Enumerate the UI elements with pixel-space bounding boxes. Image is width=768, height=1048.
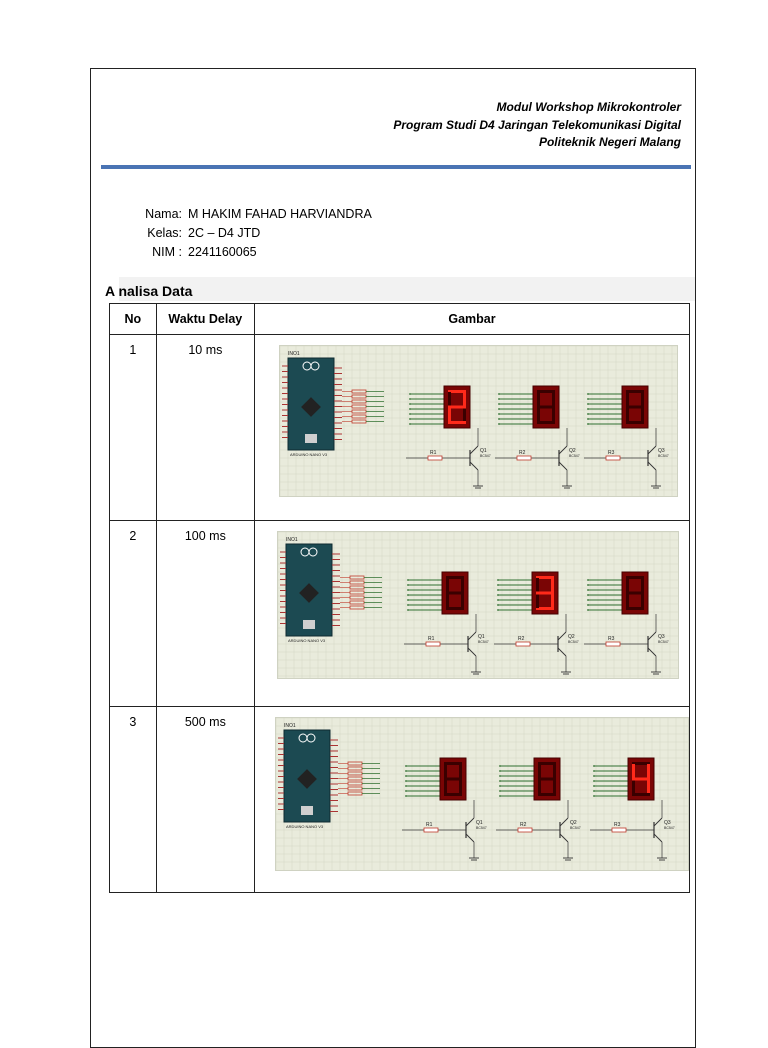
transistor-part-label: BC547 — [569, 454, 580, 458]
transistor-part-label: BC547 — [568, 640, 579, 644]
wire-node — [405, 785, 407, 787]
transistor-label: Q2 — [568, 634, 575, 640]
transistor-part-label: BC547 — [570, 826, 581, 830]
row-no: 3 — [110, 707, 157, 893]
display-segment — [626, 592, 644, 595]
display-segment — [647, 764, 650, 778]
transistor-label: Q1 — [478, 634, 485, 640]
display-segment — [626, 406, 644, 409]
wire-node — [497, 594, 499, 596]
wire-node — [593, 765, 595, 767]
display-segment — [459, 764, 462, 778]
resistor-network — [348, 782, 362, 785]
resistor-network — [348, 772, 362, 775]
wire-node — [499, 790, 501, 792]
wire-node — [498, 423, 500, 425]
row-delay: 500 ms — [156, 707, 254, 893]
wire-node — [405, 790, 407, 792]
name-value: M HAKIM FAHAD HARVIANDRA — [188, 207, 372, 221]
display-segment — [446, 578, 449, 592]
wire-node — [497, 579, 499, 581]
wire-node — [409, 393, 411, 395]
wire-node — [587, 398, 589, 400]
resistor-label: R1 — [426, 822, 433, 828]
wire-node — [405, 775, 407, 777]
display-segment — [459, 780, 462, 794]
ino-label: INO1 — [284, 723, 296, 729]
wire-node — [587, 579, 589, 581]
wire-node — [499, 770, 501, 772]
display-segment — [626, 578, 629, 592]
resistor-label: R3 — [608, 450, 615, 456]
row-image — [255, 335, 690, 521]
row-no: 2 — [110, 521, 157, 707]
wire-node — [499, 780, 501, 782]
display-segment — [641, 594, 644, 608]
display-segment — [632, 764, 635, 778]
wire-node — [587, 418, 589, 420]
name-label: Nama: — [145, 207, 182, 221]
base-resistor — [606, 642, 620, 646]
wire-node — [498, 418, 500, 420]
display-segment — [551, 578, 554, 592]
col-header-delay: Waktu Delay — [156, 304, 254, 335]
wire-node — [593, 795, 595, 797]
row-image — [255, 707, 690, 893]
wire-node — [497, 589, 499, 591]
class-value: 2C – D4 JTD — [188, 226, 261, 240]
table-row — [110, 335, 690, 521]
usb-port-icon — [305, 434, 317, 443]
transistor-part-label: BC547 — [476, 826, 487, 830]
display-segment — [536, 592, 554, 595]
schematic-image — [275, 717, 689, 871]
row-delay: 10 ms — [156, 335, 254, 521]
wire-node — [593, 790, 595, 792]
wire-node — [409, 423, 411, 425]
display-segment — [553, 780, 556, 794]
wire-node — [409, 408, 411, 410]
wire-node — [407, 609, 409, 611]
wire-node — [498, 398, 500, 400]
display-segment — [448, 406, 466, 409]
table-header-row — [110, 304, 690, 335]
wire-node — [499, 795, 501, 797]
wire-node — [409, 403, 411, 405]
resistor-network — [352, 390, 366, 393]
base-resistor — [612, 828, 626, 832]
resistor-network — [352, 400, 366, 403]
resistor-label: R2 — [518, 636, 525, 642]
resistor-network — [348, 762, 362, 765]
schematic-image — [277, 531, 679, 679]
display-segment — [551, 594, 554, 608]
resistor-network — [352, 395, 366, 398]
transistor-label: Q1 — [476, 820, 483, 826]
analysis-table — [109, 303, 690, 893]
display-segment — [552, 408, 555, 422]
transistor-part-label: BC547 — [664, 826, 675, 830]
resistor-network — [352, 415, 366, 418]
header-study-program: Program Studi D4 Jaringan Telekomunikasi Digital — [393, 117, 681, 132]
row-image — [255, 521, 690, 707]
display-segment — [537, 392, 540, 406]
display-segment — [444, 778, 462, 781]
display-segment — [641, 408, 644, 422]
document-header — [393, 99, 681, 152]
schematic-grid — [276, 718, 688, 870]
resistor-label: R1 — [430, 450, 437, 456]
base-resistor — [426, 642, 440, 646]
wire-node — [409, 398, 411, 400]
resistor-network — [350, 596, 364, 599]
ino-label: INO1 — [286, 537, 298, 543]
display-segment — [632, 778, 650, 781]
wire-node — [498, 408, 500, 410]
schematic-image — [279, 345, 678, 497]
ino-label: INO1 — [288, 351, 300, 357]
display-segment — [647, 780, 650, 794]
display-segment — [538, 778, 556, 781]
section-shade — [119, 277, 695, 301]
board-label: ARDUINO NANO V3 — [286, 824, 324, 829]
wire-node — [587, 393, 589, 395]
wire-node — [593, 780, 595, 782]
display-segment — [553, 764, 556, 778]
wire-node — [587, 594, 589, 596]
resistor-network — [350, 591, 364, 594]
display-segment — [538, 780, 541, 794]
transistor-label: Q2 — [569, 448, 576, 454]
resistor-label: R1 — [428, 636, 435, 642]
resistor-network — [350, 576, 364, 579]
resistor-network — [350, 601, 364, 604]
display-segment — [537, 408, 540, 422]
wire-node — [499, 765, 501, 767]
col-header-image: Gambar — [255, 304, 690, 335]
display-segment — [536, 594, 539, 608]
wire-node — [407, 604, 409, 606]
wire-node — [407, 594, 409, 596]
base-resistor — [517, 456, 531, 460]
board-label: ARDUINO NANO V3 — [290, 452, 328, 457]
display-segment — [461, 594, 464, 608]
header-institution: Politeknik Negeri Malang — [538, 135, 681, 149]
display-segment — [641, 578, 644, 592]
resistor-network — [348, 767, 362, 770]
base-resistor — [424, 828, 438, 832]
base-resistor — [428, 456, 442, 460]
transistor-label: Q2 — [570, 820, 577, 826]
transistor-part-label: BC547 — [478, 640, 489, 644]
nim-label: NIM : — [152, 245, 182, 259]
wire-node — [497, 584, 499, 586]
resistor-network — [350, 586, 364, 589]
display-segment — [626, 594, 629, 608]
transistor-part-label: BC547 — [658, 454, 669, 458]
wire-node — [593, 770, 595, 772]
wire-node — [405, 770, 407, 772]
display-segment — [444, 780, 447, 794]
student-info — [91, 205, 372, 262]
resistor-label: R2 — [520, 822, 527, 828]
board-label: ARDUINO NANO V3 — [288, 638, 326, 643]
wire-node — [587, 604, 589, 606]
wire-node — [499, 785, 501, 787]
display-segment — [448, 392, 451, 406]
row-delay: 100 ms — [156, 521, 254, 707]
header-divider — [101, 165, 691, 169]
display-segment — [463, 392, 466, 406]
display-segment — [552, 392, 555, 406]
wire-node — [498, 403, 500, 405]
wire-node — [407, 579, 409, 581]
wire-node — [407, 584, 409, 586]
wire-node — [587, 599, 589, 601]
display-segment — [537, 406, 555, 409]
resistor-label: R3 — [614, 822, 621, 828]
wire-node — [587, 584, 589, 586]
class-label: Kelas: — [147, 226, 182, 240]
display-segment — [461, 578, 464, 592]
resistor-label: R2 — [519, 450, 526, 456]
resistor-network — [348, 777, 362, 780]
resistor-network — [350, 581, 364, 584]
transistor-label: Q3 — [658, 634, 665, 640]
base-resistor — [516, 642, 530, 646]
wire-node — [587, 423, 589, 425]
resistor-label: R3 — [608, 636, 615, 642]
wire-node — [587, 413, 589, 415]
wire-node — [587, 408, 589, 410]
row-no: 1 — [110, 335, 157, 521]
wire-node — [405, 780, 407, 782]
transistor-part-label: BC547 — [480, 454, 491, 458]
wire-node — [497, 604, 499, 606]
display-segment — [632, 780, 635, 794]
resistor-network — [352, 410, 366, 413]
display-segment — [536, 578, 539, 592]
wire-node — [405, 795, 407, 797]
display-segment — [463, 408, 466, 422]
wire-node — [499, 775, 501, 777]
resistor-network — [348, 787, 362, 790]
nim-value: 2241160065 — [188, 245, 257, 259]
transistor-label: Q1 — [480, 448, 487, 454]
header-module-title: Modul Workshop Mikrokontroler — [496, 100, 681, 114]
section-title: A nalisa Data — [105, 283, 193, 299]
wire-node — [593, 785, 595, 787]
table-row — [110, 521, 690, 707]
wire-node — [498, 413, 500, 415]
wire-node — [497, 599, 499, 601]
table-row — [110, 707, 690, 893]
wire-node — [407, 589, 409, 591]
wire-node — [587, 589, 589, 591]
wire-node — [497, 609, 499, 611]
display-segment — [446, 594, 449, 608]
wire-node — [593, 775, 595, 777]
wire-node — [587, 403, 589, 405]
resistor-network — [348, 792, 362, 795]
display-segment — [641, 392, 644, 406]
usb-port-icon — [301, 806, 313, 815]
transistor-label: Q3 — [658, 448, 665, 454]
resistor-network — [352, 405, 366, 408]
resistor-network — [350, 606, 364, 609]
transistor-label: Q3 — [664, 820, 671, 826]
document-page — [90, 68, 696, 1048]
resistor-network — [352, 420, 366, 423]
display-segment — [444, 764, 447, 778]
wire-node — [409, 413, 411, 415]
display-segment — [538, 764, 541, 778]
usb-port-icon — [303, 620, 315, 629]
wire-node — [498, 393, 500, 395]
display-segment — [446, 592, 464, 595]
col-header-no: No — [110, 304, 157, 335]
wire-node — [409, 418, 411, 420]
wire-node — [587, 609, 589, 611]
wire-node — [405, 765, 407, 767]
display-segment — [626, 408, 629, 422]
display-segment — [448, 408, 451, 422]
base-resistor — [518, 828, 532, 832]
base-resistor — [606, 456, 620, 460]
transistor-part-label: BC547 — [658, 640, 669, 644]
wire-node — [407, 599, 409, 601]
display-segment — [626, 392, 629, 406]
